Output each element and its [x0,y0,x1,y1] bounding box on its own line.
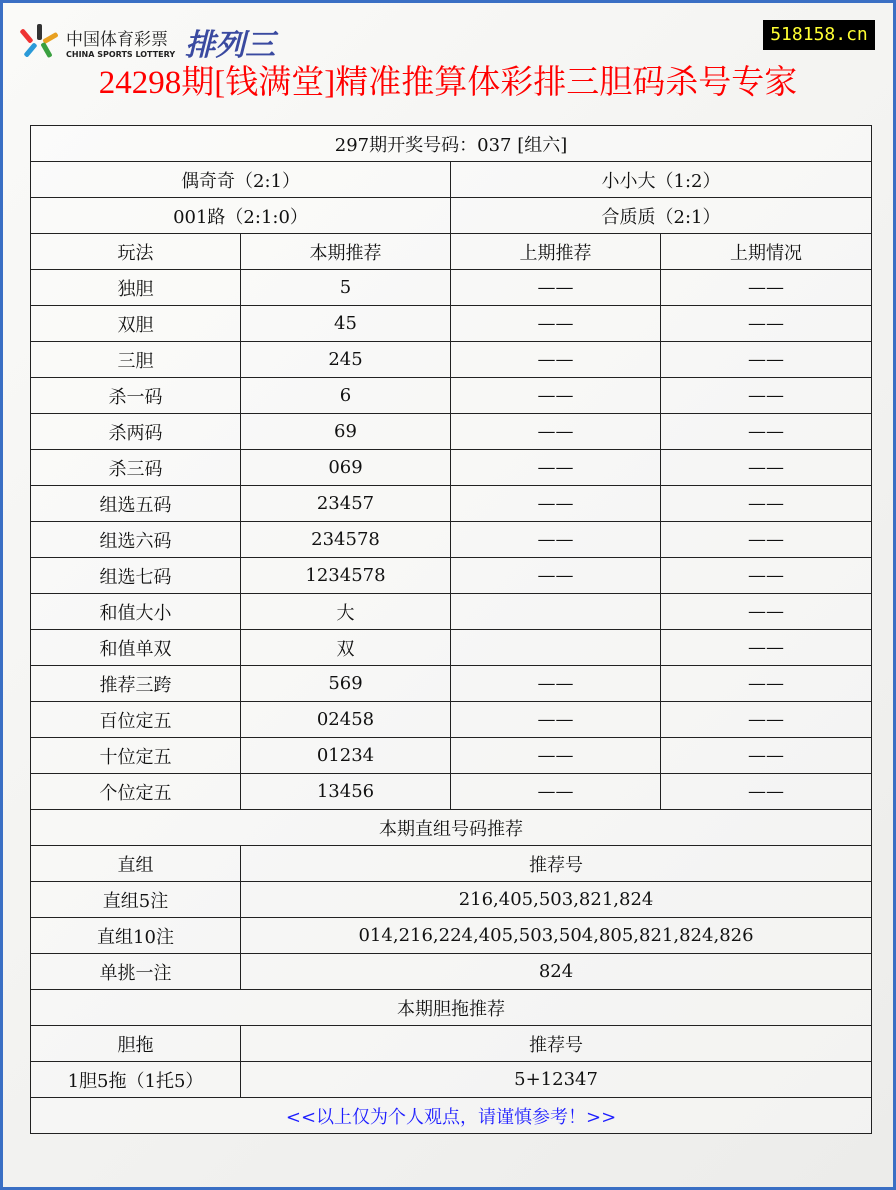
direct-col1: 直组 [31,846,241,882]
direct-value: 216,405,503,821,824 [241,882,872,918]
table-row [31,846,872,882]
current-pick: 69 [241,414,451,450]
col-header: 玩法 [31,234,241,270]
logo-mark-icon [20,24,60,60]
previous-result: —— [661,306,872,342]
dantuo-heading: 本期胆拖推荐 [31,990,872,1026]
play-name: 独胆 [31,270,241,306]
play-name: 十位定五 [31,738,241,774]
site-badge[interactable]: 518158.cn [763,20,875,50]
play-name: 组选七码 [31,558,241,594]
table-row [31,810,872,846]
play-name: 组选五码 [31,486,241,522]
direct-value: 824 [241,954,872,990]
play-name: 杀两码 [31,414,241,450]
previous-pick: —— [451,342,661,378]
previous-result: —— [661,270,872,306]
play-name: 杀三码 [31,450,241,486]
previous-pick: —— [451,414,661,450]
previous-result: —— [661,738,872,774]
direct-col2: 推荐号 [241,846,872,882]
previous-result: —— [661,666,872,702]
table-row [31,486,872,522]
table-row [31,378,872,414]
previous-result: —— [661,486,872,522]
table-row [31,774,872,810]
table-row [31,954,872,990]
table-row [31,558,872,594]
dantuo-name: 1胆5拖（1托5） [31,1062,241,1098]
odd-even: 偶奇奇（2:1） [31,162,451,198]
previous-result: —— [661,522,872,558]
table-row [31,630,872,666]
previous-result: —— [661,558,872,594]
current-pick: 234578 [241,522,451,558]
previous-result: —— [661,378,872,414]
table-row [31,738,872,774]
previous-result: —— [661,414,872,450]
col-header: 上期情况 [661,234,872,270]
dantuo-value: 5+12347 [241,1062,872,1098]
table-row [31,702,872,738]
logo-en: CHINA SPORTS LOTTERY [66,50,176,59]
direct-name: 直组10注 [31,918,241,954]
current-pick: 23457 [241,486,451,522]
table-row [31,342,872,378]
current-pick: 5 [241,270,451,306]
table-row [31,918,872,954]
current-pick: 6 [241,378,451,414]
table-row [31,666,872,702]
play-name: 三胆 [31,342,241,378]
previous-result: —— [661,450,872,486]
play-name: 和值大小 [31,594,241,630]
table-row [31,450,872,486]
dantuo-col2: 推荐号 [241,1026,872,1062]
play-name: 推荐三跨 [31,666,241,702]
current-pick: 1234578 [241,558,451,594]
current-pick: 45 [241,306,451,342]
disclaimer-note: <<以上仅为个人观点，请谨慎参考！>> [31,1098,872,1134]
previous-result: —— [661,342,872,378]
previous-pick [451,630,661,666]
previous-pick: —— [451,558,661,594]
size-ratio: 小小大（1:2） [451,162,872,198]
previous-pick: —— [451,270,661,306]
current-pick: 569 [241,666,451,702]
previous-pick: —— [451,666,661,702]
current-pick: 069 [241,450,451,486]
previous-pick: —— [451,522,661,558]
table-row [31,522,872,558]
table-row [31,594,872,630]
col-header: 本期推荐 [241,234,451,270]
page-title: 24298期[钱满堂]精准推算体彩排三胆码杀号专家 [98,65,798,101]
direct-heading: 本期直组号码推荐 [31,810,872,846]
current-pick: 13456 [241,774,451,810]
dantuo-col1: 胆拖 [31,1026,241,1062]
last-draw: 297期开奖号码：037 [组六] [31,126,872,162]
previous-pick: —— [451,774,661,810]
previous-pick: —— [451,378,661,414]
direct-name: 单挑一注 [31,954,241,990]
route-ratio: 001路（2:1:0） [31,198,451,234]
play-name: 杀一码 [31,378,241,414]
previous-pick: —— [451,702,661,738]
prime-ratio: 合质质（2:1） [451,198,872,234]
current-pick: 大 [241,594,451,630]
previous-result: —— [661,594,872,630]
logo-game: 排列三 [185,28,276,63]
current-pick: 02458 [241,702,451,738]
direct-value: 014,216,224,405,503,504,805,821,824,826 [241,918,872,954]
table-row [31,990,872,1026]
table-row [31,270,872,306]
play-name: 和值单双 [31,630,241,666]
play-name: 个位定五 [31,774,241,810]
table-row [31,882,872,918]
previous-pick: —— [451,306,661,342]
table-row [31,306,872,342]
current-pick: 245 [241,342,451,378]
current-pick: 双 [241,630,451,666]
previous-pick: —— [451,486,661,522]
previous-pick [451,594,661,630]
current-pick: 01234 [241,738,451,774]
previous-result: —— [661,702,872,738]
previous-result: —— [661,774,872,810]
play-name: 组选六码 [31,522,241,558]
table-row [31,1062,872,1098]
direct-name: 直组5注 [31,882,241,918]
table-row [31,1098,872,1134]
table-row [31,414,872,450]
table-row [31,1026,872,1062]
play-name: 百位定五 [31,702,241,738]
col-header: 上期推荐 [451,234,661,270]
previous-pick: —— [451,450,661,486]
logo-cn: 中国体育彩票 [66,30,168,50]
prediction-table [30,125,872,1134]
previous-result: —— [661,630,872,666]
play-name: 双胆 [31,306,241,342]
previous-pick: —— [451,738,661,774]
